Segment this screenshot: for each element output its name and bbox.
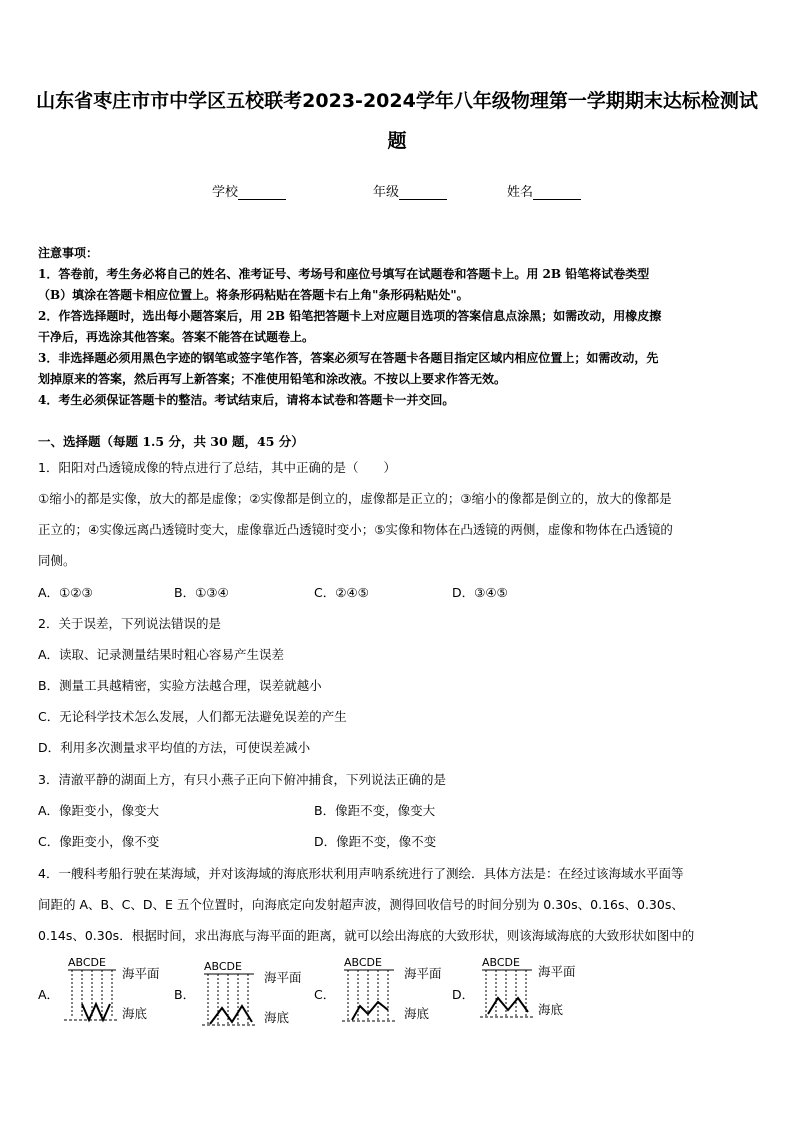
name-field[interactable] <box>507 181 581 200</box>
notice-line: 2．作答选择题时，选出每小题答案后，用 2B 铅笔把答题卡上对应题目选项的答案信息点涂黑；如需改动，用橡皮擦 <box>38 309 662 323</box>
grade-label: 年级 <box>373 185 400 200</box>
q3-stem: 3．清澈平静的湖面上方，有只小燕子正向下俯冲捕食，下列说法正确的是 <box>38 772 446 787</box>
exam-title-line2: 题 <box>387 130 407 152</box>
q1-body-line: 正立的；④实像远离凸透镜时变大，虚像靠近凸透镜时变小；⑤实像和物体在凸透镜的两侧，虚像和物体在凸透镜的 <box>38 522 673 537</box>
q2-option-d[interactable]: D．利用多次测量求平均值的方法，可使误差减小 <box>38 740 311 755</box>
q4-stem-line: 4．一艘科考船行驶在某海域，并对该海域的海底形状利用声呐系统进行了测绘．具体方法是：在经过该海域水平面等 <box>38 866 684 881</box>
q3-option-d[interactable]: D．像距不变，像不变 <box>314 834 437 849</box>
q2-option-a[interactable]: A．读取、记录测量结果时粗心容易产生误差 <box>38 647 285 662</box>
section-heading: 一、选择题（每题 1.5 分，共 30 题，45 分） <box>38 434 304 449</box>
student-info <box>0 181 794 201</box>
q1-option-c[interactable]: C．②④⑤ <box>314 585 369 600</box>
q1-option-d[interactable]: D．③④⑤ <box>452 585 508 600</box>
notice-block <box>38 243 758 411</box>
sea-floor-label: 海底 <box>538 1002 564 1017</box>
q1-stem: 1．阳阳对凸透镜成像的特点进行了总结，其中正确的是（ ） <box>38 460 396 475</box>
q4-diagram-b[interactable] <box>198 956 318 1032</box>
diagram-point-labels: ABCDE <box>204 960 242 973</box>
school-field[interactable] <box>212 181 286 200</box>
sea-level-label: 海平面 <box>122 966 160 981</box>
q4-option-c-letter[interactable]: C． <box>314 987 336 1002</box>
q3-option-b[interactable]: B．像距不变，像变大 <box>314 803 436 818</box>
q4-diagram-a[interactable] <box>58 950 178 1028</box>
school-label: 学校 <box>212 185 239 200</box>
sea-level-label: 海平面 <box>538 964 576 979</box>
sea-level-label: 海平面 <box>264 970 302 985</box>
notice-line: （B）填涂在答题卡相应位置上。将条形码粘贴在答题卡右上角"条形码粘贴处"。 <box>38 288 469 302</box>
q3-option-c[interactable]: C．像距变小，像不变 <box>38 834 160 849</box>
exam-title-line1: 山东省枣庄市市中学区五校联考2023-2024学年八年级物理第一学期期末达标检测试 <box>36 90 758 112</box>
diagram-point-labels: ABCDE <box>482 956 520 969</box>
notice-line: 划掉原来的答案，然后再写上新答案；不准使用铅笔和涂改液。不按以上要求作答无效。 <box>38 372 507 386</box>
q4-diagram-d[interactable] <box>476 950 596 1028</box>
q4-diagram-c[interactable] <box>338 950 458 1028</box>
sea-floor-label: 海底 <box>122 1006 148 1021</box>
sea-floor-label: 海底 <box>404 1006 430 1021</box>
diagram-point-labels: ABCDE <box>344 956 382 969</box>
grade-field[interactable] <box>373 181 447 200</box>
q4-option-b-letter[interactable]: B． <box>174 987 196 1002</box>
sea-level-label: 海平面 <box>404 966 442 981</box>
diagram-point-labels: ABCDE <box>68 956 106 969</box>
q4-option-d-letter[interactable]: D． <box>452 987 475 1002</box>
q2-option-b[interactable]: B．测量工具越精密，实验方法越合理，误差就越小 <box>38 678 322 693</box>
q1-option-b[interactable]: B．①③④ <box>174 585 229 600</box>
q4-stem-line: 间距的 A、B、C、D、E 五个位置时，向海底定向发射超声波，测得回收信号的时间分别为 0.30s、0.16s、0.30s、 <box>38 897 684 912</box>
notice-heading: 注意事项： <box>38 246 99 260</box>
q4-option-a-letter[interactable]: A． <box>38 987 60 1002</box>
q3-option-a[interactable]: A．像距变小，像变大 <box>38 803 160 818</box>
name-label: 姓名 <box>507 185 534 200</box>
notice-line: 干净后，再选涂其他答案。答案不能答在试题卷上。 <box>38 330 315 344</box>
q2-stem: 2．关于误差，下列说法错误的是 <box>38 616 221 631</box>
q4-stem-line: 0.14s、0.30s．根据时间，求出海底与海平面的距离，就可以绘出海底的大致形状，则该海域海底的大致形状如图中的 <box>38 928 695 943</box>
notice-line: 4．考生必须保证答题卡的整洁。考试结束后，请将本试卷和答题卡一并交回。 <box>38 393 455 407</box>
q1-body-line: 同侧。 <box>38 553 76 568</box>
notice-line: 3．非选择题必须用黑色字迹的钢笔或签字笔作答，答案必须写在答题卡各题目指定区域内相应位置上；如需改动，先 <box>38 351 659 365</box>
sea-floor-label: 海底 <box>264 1010 290 1025</box>
notice-line: 1．答卷前，考生务必将自己的姓名、准考证号、考场号和座位号填写在试题卷和答题卡上。用 2B 铅笔将试卷类型 <box>38 267 650 281</box>
q1-option-a[interactable]: A．①②③ <box>38 585 93 600</box>
q1-body-line: ①缩小的都是实像，放大的都是虚像；②实像都是倒立的，虚像都是正立的；③缩小的像都是倒立的，放大的像都是 <box>38 491 672 506</box>
q2-option-c[interactable]: C．无论科学技术怎么发展，人们都无法避免误差的产生 <box>38 709 347 724</box>
